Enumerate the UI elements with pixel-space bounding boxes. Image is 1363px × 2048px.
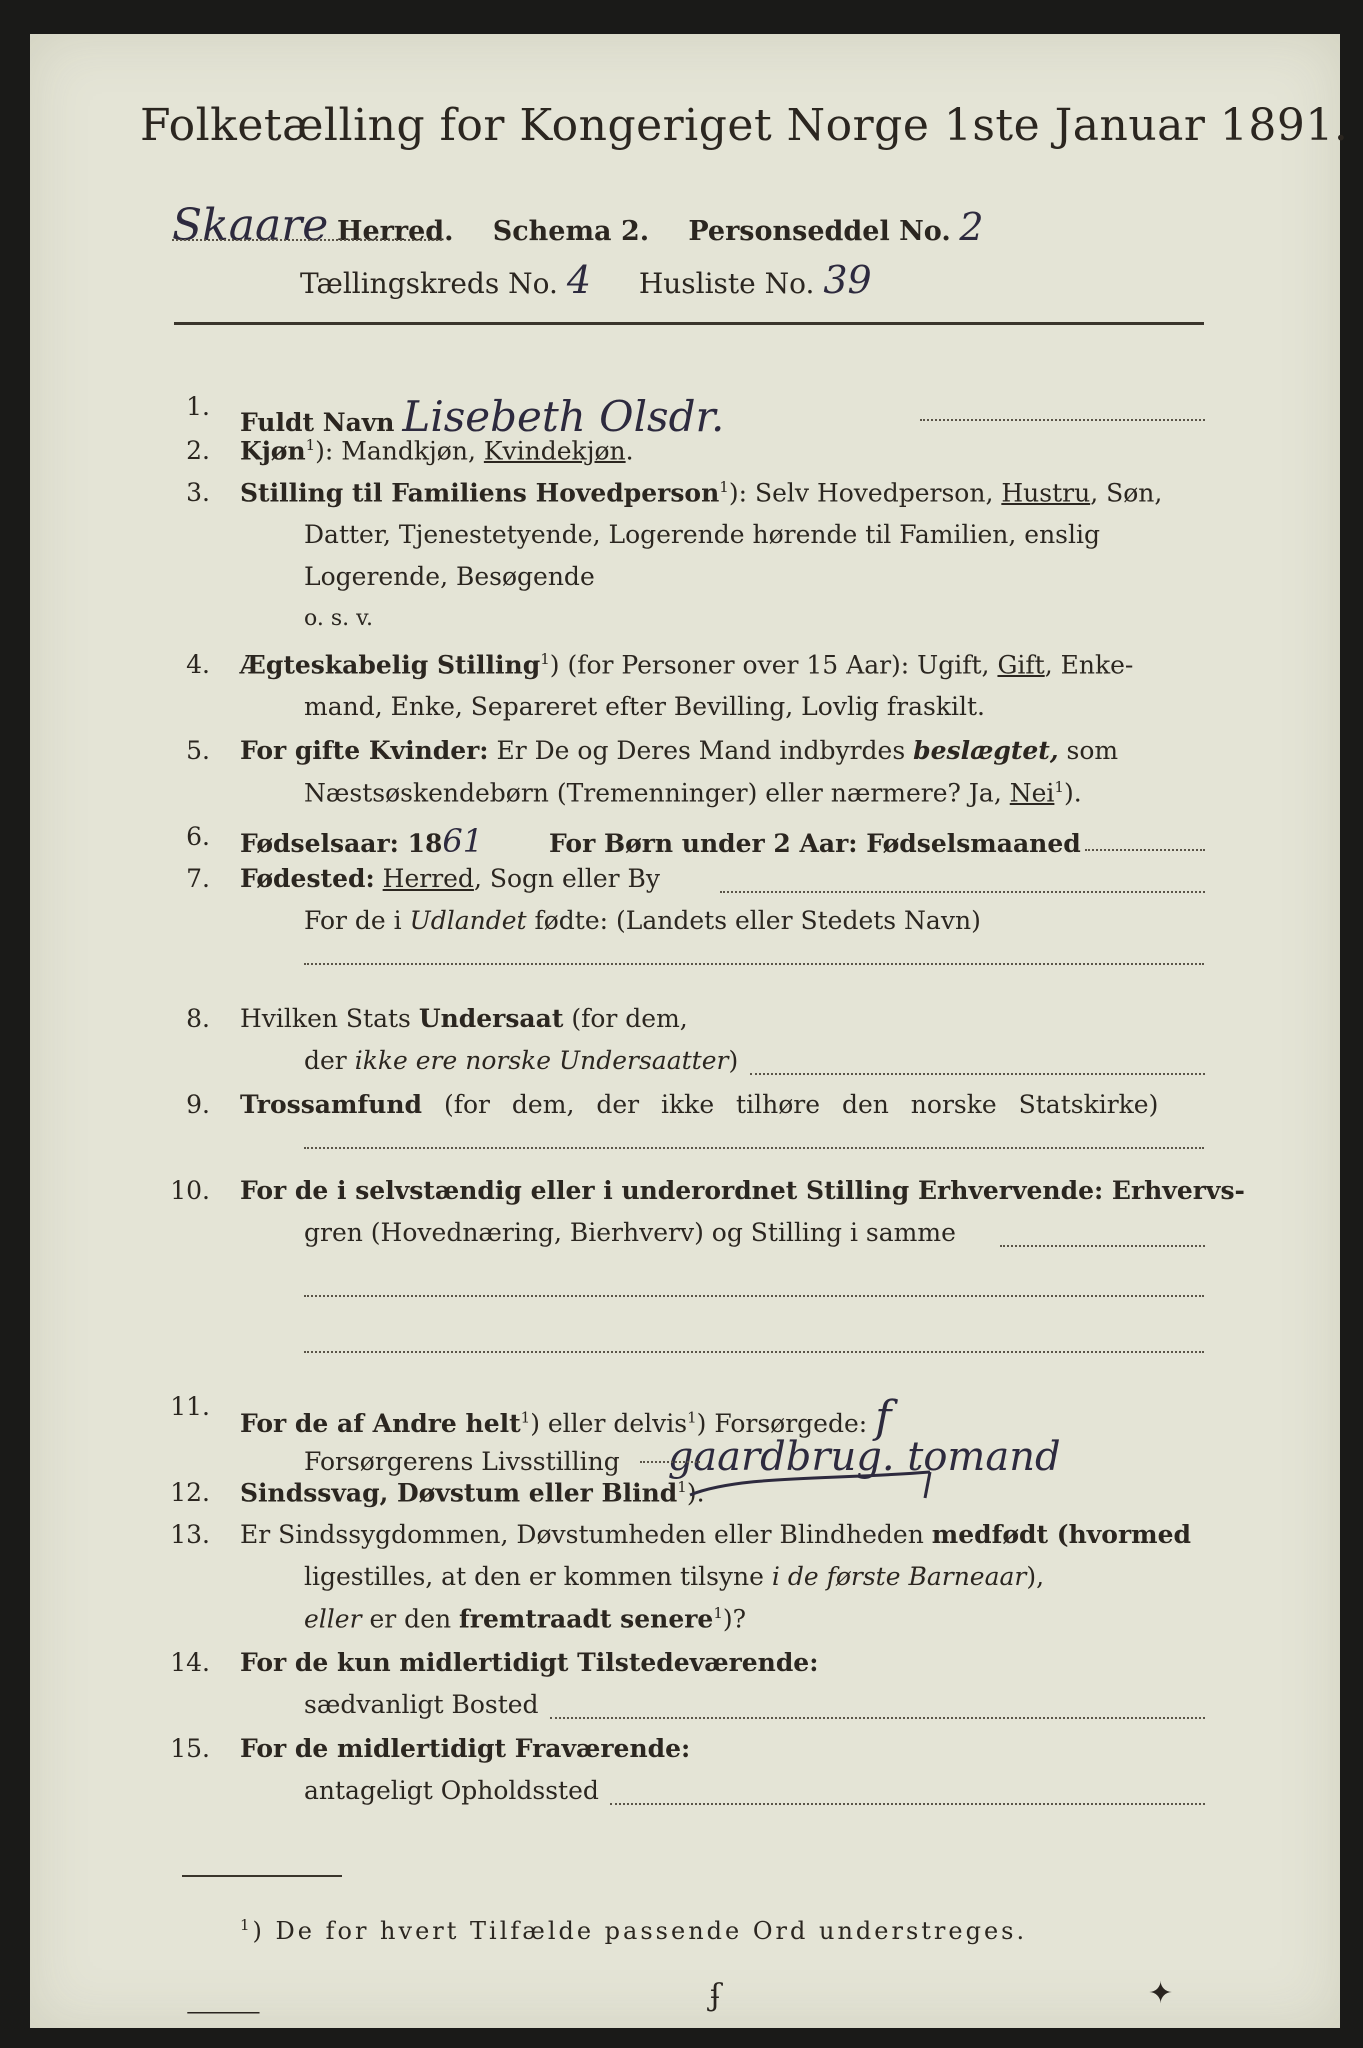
q13-line2-end: ),	[1026, 1562, 1045, 1591]
q8-dots	[750, 1072, 1205, 1075]
q2-text: ): Mandkjøn,	[315, 436, 484, 466]
q6-rest: For Børn under 2 Aar: Fødselsmaaned	[549, 829, 1081, 858]
q12-number: 12.	[170, 1478, 210, 1507]
herred-line	[172, 200, 984, 251]
q7-label: Fødested:	[240, 864, 375, 893]
q7-line2: For de i	[304, 906, 410, 935]
q10-text-end: Erhvervs-	[1103, 1176, 1245, 1205]
q5-selected-option: Nei	[1009, 778, 1055, 808]
q7-italic: Udlandet	[409, 906, 527, 935]
q1-answer: Lisebeth Olsdr.	[402, 392, 725, 441]
q13-label: medfødt	[931, 1520, 1049, 1549]
q7-number: 7.	[186, 864, 210, 893]
q13-row2	[304, 1562, 1044, 1591]
q11-text: For de af Andre helt	[240, 1409, 521, 1438]
q1-number: 1.	[186, 392, 210, 421]
personseddel-label: Personseddel No.	[688, 216, 951, 247]
q6-dots	[1085, 848, 1205, 851]
q9-row	[240, 1090, 1158, 1119]
q10-row1	[240, 1176, 1245, 1205]
q5-line2-end: ).	[1063, 778, 1082, 808]
margin-mark-right: ✦	[1148, 1976, 1174, 2011]
q7-row1	[240, 864, 660, 893]
q15-number: 15.	[170, 1734, 210, 1763]
q13-text: Er Sindssygdommen, Døvstumheden eller Blindheden	[240, 1520, 932, 1549]
q13-line2: ligestilles, at den er kommen tilsyne	[304, 1562, 772, 1591]
q3-text: ): Selv Hovedperson,	[728, 478, 1002, 508]
q7-row2	[304, 906, 981, 935]
q8-row2	[304, 1046, 738, 1075]
personseddel-no: 2	[959, 205, 984, 249]
schema-label: Schema 2.	[492, 216, 650, 247]
q11-row1: For de af Andre helt$^1$) eller delvis$^1$) Forsørgede: f	[240, 1392, 892, 1443]
q11-number: 11.	[170, 1392, 210, 1421]
footnote-text: ) De for hvert Tilfælde passende Ord understreges.	[252, 1917, 1028, 1945]
q2-row: Kjøn$^1$): Mandkjøn, Kvindekjøn.	[240, 436, 634, 466]
q3-row3: Logerende, Besøgende	[304, 562, 595, 591]
q11-text-end: ) Forsørgede:	[696, 1409, 868, 1438]
q6-row	[240, 822, 1081, 860]
q8-line2: der	[304, 1046, 355, 1075]
footnote	[240, 1916, 1027, 1945]
q4-row1: Ægteskabelig Stilling$^1$) (for Personer over 15 Aar): Ugift, Gift, Enke-	[240, 650, 1134, 680]
q5-line2: Næstsøskendebørn (Tremenninger) eller nærmere? Ja,	[304, 778, 1010, 808]
q3-row1: Stilling til Familiens Hovedperson$^1$): Selv Hovedperson, Hustru, Søn,	[240, 478, 1163, 508]
q8-label: Undersaat	[418, 1004, 564, 1033]
form-title: Folketælling for Kongeriget Norge 1ste Januar 1891.	[140, 100, 1349, 151]
q12-row: Sindssvag, Døvstum eller Blind$^1$).	[240, 1478, 705, 1508]
q13-italic: i de første Barneaar	[771, 1562, 1027, 1591]
q14-dots	[550, 1716, 1205, 1719]
q2-selected-option: Kvindekjøn	[483, 436, 626, 466]
q2-label: Kjøn	[240, 436, 306, 466]
q5-label: For gifte Kvinder:	[240, 736, 489, 765]
q3-row2: Datter, Tjenestetyende, Logerende hørende til Familien, enslig	[304, 520, 1101, 549]
q5-italic: beslægtet,	[913, 736, 1059, 765]
q10-number: 10.	[170, 1176, 210, 1205]
q14-number: 14.	[170, 1648, 210, 1677]
herred-handwritten: Skaare	[172, 200, 329, 251]
herred-dots	[172, 238, 442, 241]
margin-mark-left: ⸻	[186, 1994, 261, 2029]
margin-mark-center: ʄ	[710, 1978, 722, 2013]
q12-handwritten-stroke	[680, 1380, 980, 1520]
q4-text-end: , Enke-	[1044, 650, 1134, 680]
q11-answer1: f	[875, 1392, 892, 1443]
q13-line3-bold: fremtraadt senere	[459, 1604, 714, 1634]
q8-italic: ikke ere norske Undersaatter	[354, 1046, 729, 1075]
q13-line3-italic: eller	[304, 1604, 362, 1634]
q3-number: 3.	[186, 478, 210, 507]
q8-number: 8.	[186, 1004, 210, 1033]
q11-answer2: gaardbrug. tomand	[667, 1434, 1061, 1480]
q1-dots	[920, 418, 1205, 421]
q13-line3-end: )?	[722, 1604, 747, 1634]
q11-line2: Forsørgerens Livsstilling	[304, 1447, 620, 1476]
q10-row2: gren (Hovednæring, Bierhverv) og Stilling i samme	[304, 1218, 956, 1247]
q3-label: Stilling til Familiens Hovedperson	[240, 478, 720, 508]
q3-row4: o. s. v.	[304, 606, 373, 631]
q15-label: For de midlertidigt Fraværende:	[240, 1734, 691, 1763]
q5-text: Er De og Deres Mand indbyrdes	[488, 736, 914, 765]
footnote-divider	[182, 1875, 342, 1877]
q5-row2: Næstsøskendebørn (Tremenninger) eller nærmere? Ja, Nei$^1$).	[304, 778, 1082, 808]
q15-dots	[610, 1802, 1205, 1805]
q10-text: For de i selvstændig eller i underordnet Stilling	[240, 1176, 918, 1205]
q7-dots	[720, 890, 1205, 893]
herred-label: Herred.	[336, 216, 454, 247]
q3-selected-option: Hustru	[1001, 478, 1091, 508]
q14-row2: sædvanligt Bosted	[304, 1690, 539, 1719]
q9-rest: (for dem, der ikke tilhøre den norske Statskirke)	[422, 1090, 1159, 1119]
q4-text: ) (for Personer over 15 Aar): Ugift,	[549, 650, 998, 680]
q12-rest: ).	[686, 1478, 705, 1508]
q13-row1	[240, 1520, 1191, 1549]
q10-label: Erhvervende:	[917, 1176, 1104, 1205]
q1-label: Fuldt Navn	[240, 408, 395, 437]
header-divider	[174, 322, 1204, 325]
q8-text-end: (for dem,	[563, 1004, 688, 1033]
q5-row1	[240, 736, 1118, 765]
q1-row	[240, 392, 724, 441]
q4-number: 4.	[186, 650, 210, 679]
q9-answer-line	[304, 1146, 1204, 1149]
footnote-sup: 1	[240, 1916, 253, 1934]
kreds-label: Tællingskreds No.	[300, 267, 558, 300]
q4-label: Ægteskabelig Stilling	[240, 650, 541, 680]
q11-text-mid: ) eller delvis	[530, 1409, 688, 1438]
q9-number: 9.	[186, 1090, 210, 1119]
q13-number: 13.	[170, 1520, 210, 1549]
q7-selected-option: Herred	[382, 864, 474, 893]
q5-number: 5.	[186, 736, 210, 765]
q10-dots	[1000, 1244, 1205, 1247]
q10-answer-line2	[304, 1350, 1204, 1353]
q6-answer: 61	[442, 822, 484, 860]
q4-selected-option: Gift	[997, 650, 1045, 680]
kreds-no: 4	[566, 258, 591, 302]
q6-number: 6.	[186, 822, 210, 851]
q8-row1	[240, 1004, 688, 1033]
q3-text-end: , Søn,	[1090, 478, 1163, 508]
q10-answer-line1	[304, 1294, 1204, 1297]
kreds-line	[300, 258, 872, 302]
q7-line2-end: fødte: (Landets eller Stedets Navn)	[526, 906, 981, 935]
q15-row2: antageligt Opholdssted	[304, 1776, 599, 1805]
q7-answer-line	[304, 962, 1204, 965]
q7-rest: , Sogn eller By	[473, 864, 661, 893]
q8-line2-end: )	[728, 1046, 739, 1075]
q8-text: Hvilken Stats	[240, 1004, 419, 1033]
q12-label: Sindssvag, Døvstum eller Blind	[240, 1478, 678, 1508]
q5-text-end: som	[1058, 736, 1119, 765]
q13-text-end: (hvormed	[1048, 1520, 1191, 1549]
q4-row2: mand, Enke, Separeret efter Bevilling, Lovlig fraskilt.	[304, 692, 985, 721]
husliste-no: 39	[823, 258, 872, 302]
q13-row3: eller er den fremtraadt senere$^1$)?	[304, 1604, 747, 1634]
q2-number: 2.	[186, 436, 210, 465]
husliste-label: Husliste No.	[638, 267, 815, 300]
q6-label: Fødselsaar: 18	[240, 829, 443, 858]
q14-label: For de kun midlertidigt Tilstedeværende:	[240, 1648, 819, 1677]
q13-line3: er den	[361, 1604, 460, 1634]
q9-label: Trossamfund	[240, 1090, 423, 1119]
q2-end: .	[625, 436, 634, 466]
